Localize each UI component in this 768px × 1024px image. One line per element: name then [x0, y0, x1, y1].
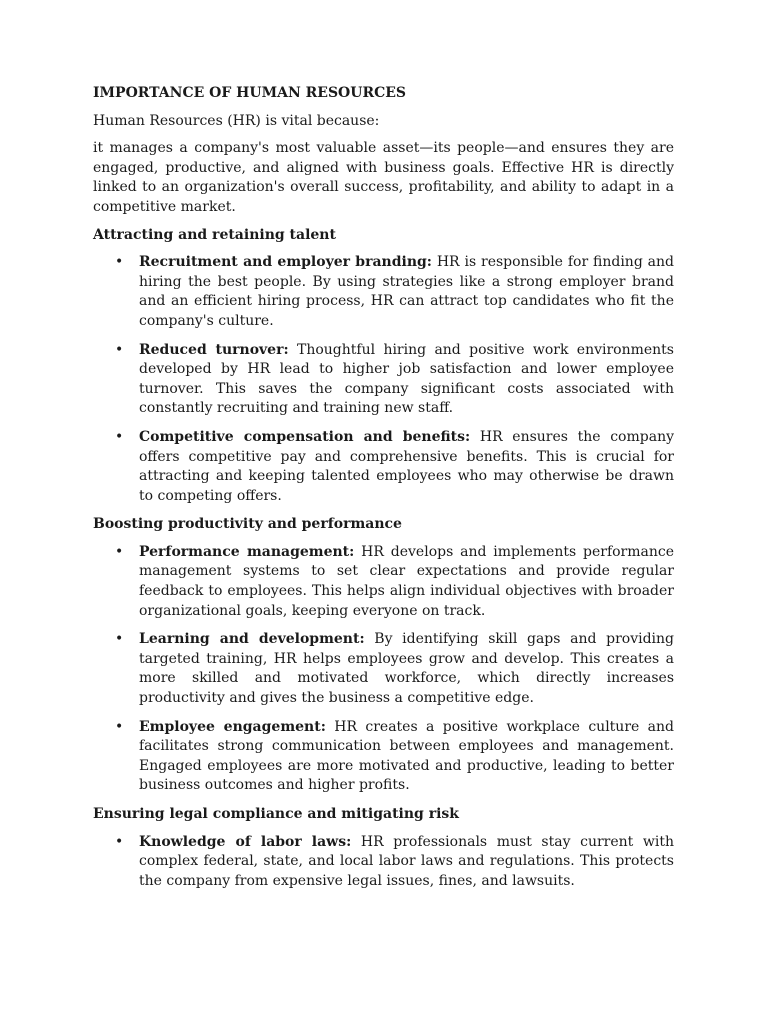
bullet-icon: •: [115, 631, 124, 648]
bullet-icon: •: [115, 254, 124, 271]
list-item-term: Reduced turnover:: [139, 341, 289, 358]
list-item-term: Recruitment and employer branding:: [139, 254, 432, 271]
list-item-text: HR develops and implements performance management systems to set clear expectations and provide regular feedback to employees. This helps align individual objectives with broader organizational goals, keeping everyone on track.: [139, 543, 675, 619]
list-item-term: Learning and development:: [139, 631, 365, 648]
list-item-text: HR creates a positive workplace culture and facilitates strong communication between employees and management. Engaged employees are more motivated and productive, leading to better business outcomes and higher profits.: [139, 718, 674, 794]
section-heading-productivity: Boosting productivity and performance: [93, 516, 402, 533]
bullet-icon: •: [115, 428, 124, 445]
bullet-list-productivity: [93, 543, 674, 796]
bullet-icon: •: [115, 718, 124, 735]
bullet-list-compliance: [93, 833, 674, 892]
list-item: [93, 428, 674, 506]
bullet-icon: •: [115, 341, 124, 358]
list-item-text: Thoughtful hiring and positive work environments developed by HR lead to higher job satisfaction and lower employee turnover. This saves the company significant costs associated with constantly recruiting and training new staff.: [139, 341, 674, 417]
list-item: [93, 833, 674, 892]
list-item-term: Performance management:: [139, 543, 355, 560]
list-item-text: HR professionals must stay current with complex federal, state, and local labor laws and regulations. This protects the company from expensive legal issues, fines, and lawsuits.: [139, 833, 674, 889]
list-item: [93, 543, 674, 621]
bullet-icon: •: [115, 833, 124, 850]
document-title: IMPORTANCE OF HUMAN RESOURCES: [93, 85, 407, 101]
document-page: [93, 84, 674, 900]
bullet-icon: •: [115, 543, 124, 560]
list-item-term: Employee engagement:: [139, 718, 326, 735]
bullet-list-talent: [93, 253, 674, 506]
list-item-text: By identifying skill gaps and providing targeted training, HR helps employees grow and develop. This creates a more skilled and motivated workforce, which directly increases productivity and gives the business a competitive edge.: [139, 631, 674, 707]
summary-paragraph: it manages a company's most valuable asset—its people—and ensures they are engaged, productive, and aligned with business goals. Effective HR is directly linked to an organization's overall success, profitability, and ability to adapt in a competitive market.: [93, 140, 674, 215]
intro-paragraph: Human Resources (HR) is vital because:: [93, 112, 380, 129]
section-heading-compliance: Ensuring legal compliance and mitigating risk: [93, 806, 459, 822]
list-item-term: Knowledge of labor laws:: [139, 833, 352, 850]
list-item: [93, 341, 674, 419]
list-item-term: Competitive compensation and benefits:: [139, 428, 471, 445]
section-heading-talent: Attracting and retaining talent: [93, 226, 336, 243]
list-item: [93, 630, 674, 708]
list-item-text: HR is responsible for finding and hiring the best people. By using strategies like a strong employer brand and an efficient hiring process, HR can attract top candidates who fit the company's culture.: [139, 254, 674, 329]
list-item-text: HR ensures the company offers competitive pay and comprehensive benefits. This is crucial for attracting and keeping talented employees who may otherwise be drawn to competing offers.: [139, 428, 674, 504]
list-item: [93, 718, 674, 796]
list-item: [93, 253, 674, 331]
